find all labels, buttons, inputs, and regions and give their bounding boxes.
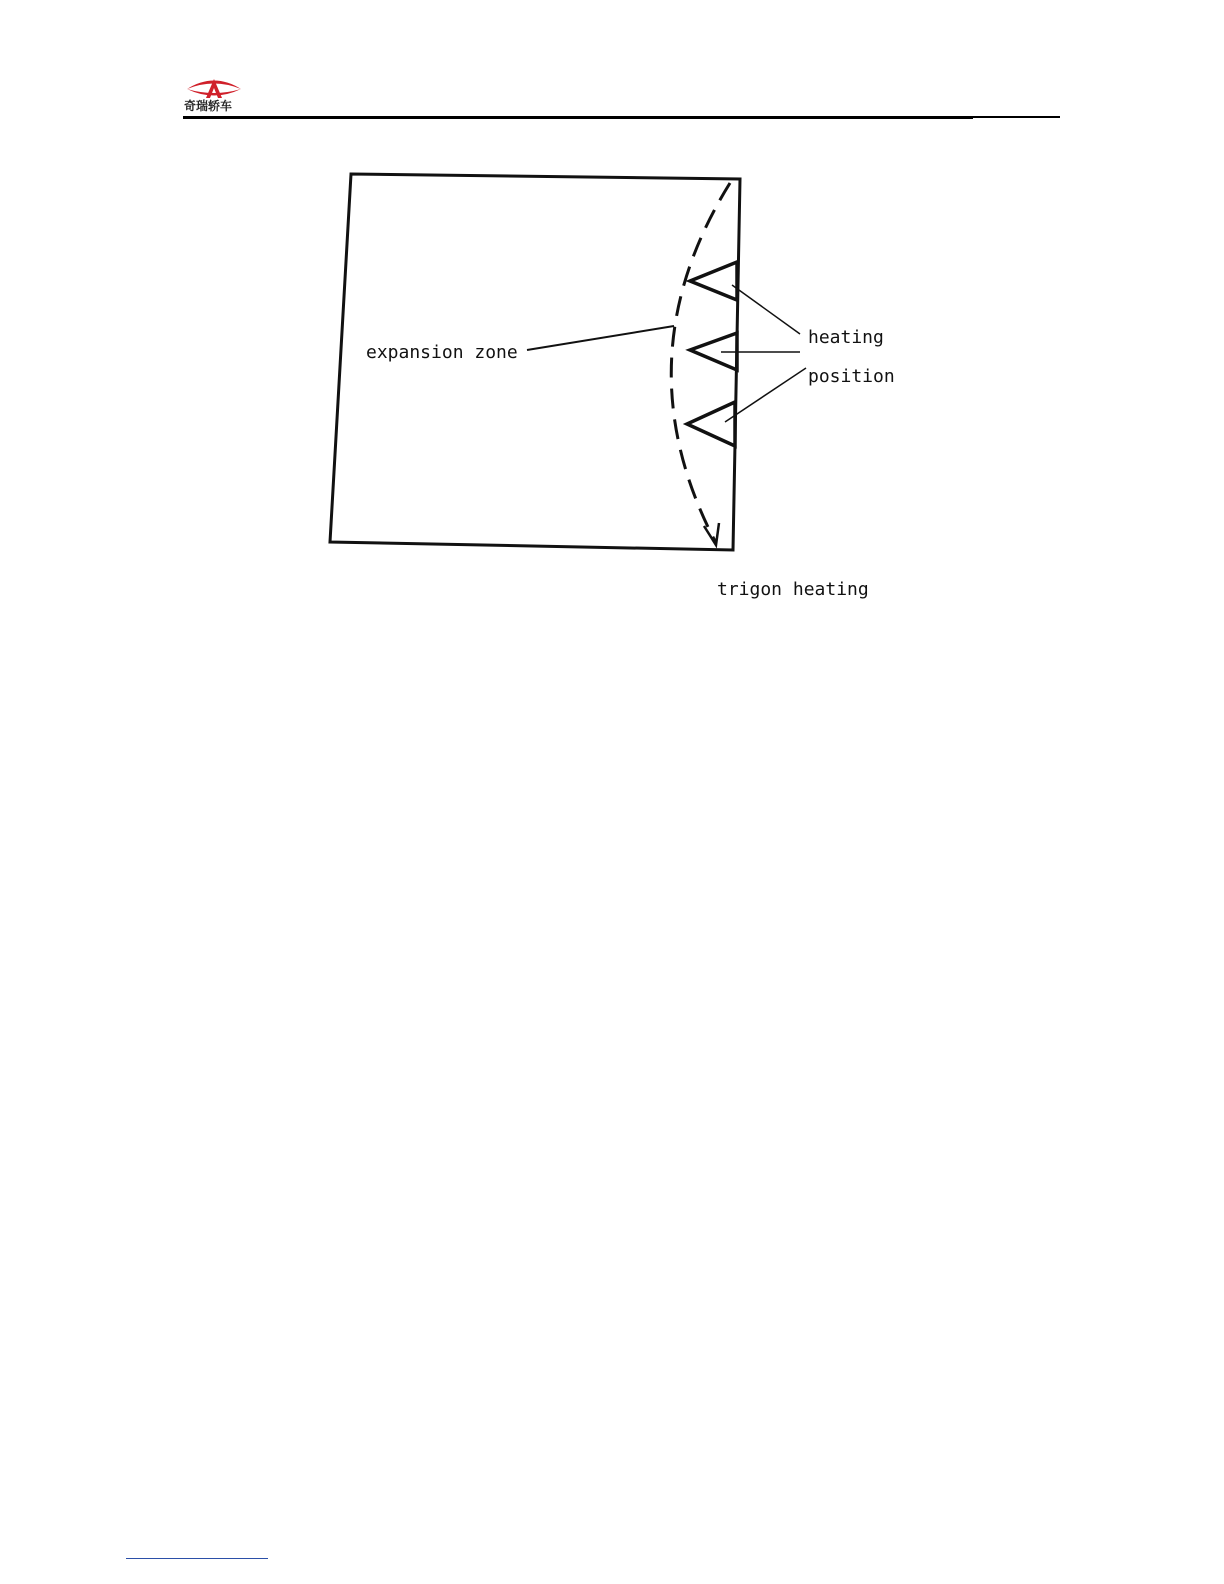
- label-expansion-zone: expansion zone: [366, 342, 518, 363]
- label-heating: heating: [808, 327, 884, 348]
- diagram-canvas: [0, 0, 1224, 640]
- leader-expansion-zone: [527, 326, 674, 350]
- footer-rule: [126, 1558, 268, 1559]
- heating-diagram: [0, 0, 1224, 640]
- leader-heating-1: [732, 285, 800, 334]
- label-position: position: [808, 366, 895, 387]
- logo-wordmark: 奇瑞轿车: [184, 99, 233, 112]
- label-trigon-heating: trigon heating: [717, 579, 869, 600]
- heating-triangle-1: [690, 262, 737, 300]
- heating-triangle-3: [687, 402, 735, 446]
